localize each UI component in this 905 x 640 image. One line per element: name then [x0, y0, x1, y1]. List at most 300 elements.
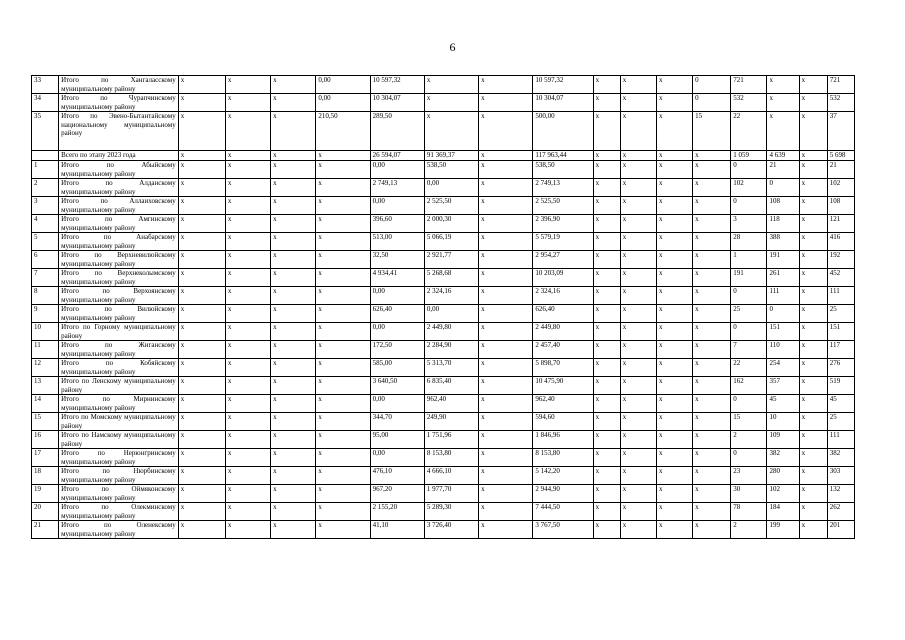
table-cell: х — [693, 179, 731, 197]
table-cell: х — [479, 287, 533, 305]
table-cell: х — [225, 521, 270, 539]
table-cell: 5 698 — [827, 151, 854, 161]
table-cell: х — [799, 395, 827, 413]
table-cell: 3 — [731, 215, 767, 233]
row-name-cell: Итого по Хангаласскому муниципальному району — [59, 76, 179, 94]
row-number-cell: 14 — [32, 395, 59, 413]
row-number-cell: 7 — [32, 269, 59, 287]
table-cell: х — [225, 151, 270, 161]
table-cell: х — [178, 359, 225, 377]
row-number-cell: 21 — [32, 521, 59, 539]
table-cell: 0,00 — [316, 76, 370, 94]
table-cell: х — [178, 323, 225, 341]
table-cell: 519 — [827, 377, 854, 395]
table-cell: х — [693, 269, 731, 287]
table-cell: х — [620, 323, 656, 341]
table-cell: х — [693, 449, 731, 467]
table-cell: х — [178, 179, 225, 197]
table-cell: х — [656, 323, 692, 341]
table-cell: х — [593, 233, 620, 251]
table-cell: х — [479, 413, 533, 431]
table-cell: х — [479, 431, 533, 449]
table-cell: х — [225, 161, 270, 179]
table-cell: х — [316, 395, 370, 413]
table-cell: 5 579,19 — [533, 233, 593, 251]
table-cell: х — [316, 467, 370, 485]
row-number-cell: 16 — [32, 431, 59, 449]
table-cell: х — [593, 521, 620, 539]
row-name-cell: Итого по Верхнеколымскому муниципальному району — [59, 269, 179, 287]
table-cell: 109 — [767, 431, 799, 449]
table-cell: х — [799, 467, 827, 485]
table-cell: 111 — [827, 287, 854, 305]
table-cell: 1 — [731, 251, 767, 269]
table-cell: х — [799, 94, 827, 112]
table-cell: х — [316, 413, 370, 431]
table-cell: 585,00 — [370, 359, 424, 377]
table-cell: х — [593, 161, 620, 179]
row-number-cell: 13 — [32, 377, 59, 395]
table-body — [32, 76, 855, 539]
row-number-cell: 18 — [32, 467, 59, 485]
table-cell: 0 — [767, 305, 799, 323]
table-cell: 962,40 — [533, 395, 593, 413]
table-cell: 8 153,80 — [533, 449, 593, 467]
data-table — [31, 75, 855, 539]
table-cell: х — [479, 503, 533, 521]
table-cell: 249,90 — [424, 413, 478, 431]
table-cell: х — [479, 94, 533, 112]
table-cell: 344,70 — [370, 413, 424, 431]
table-cell: 357 — [767, 377, 799, 395]
table-cell: х — [693, 215, 731, 233]
table-cell: х — [656, 305, 692, 323]
table-cell: х — [799, 521, 827, 539]
table-cell: х — [593, 449, 620, 467]
table-cell: х — [799, 151, 827, 161]
table-cell: 0,00 — [370, 395, 424, 413]
table-cell: х — [178, 449, 225, 467]
table-cell: х — [271, 233, 316, 251]
table-cell: х — [620, 431, 656, 449]
table-cell: х — [693, 467, 731, 485]
table-cell: х — [799, 269, 827, 287]
table-cell: 280 — [767, 467, 799, 485]
table-row — [32, 341, 855, 359]
table-cell: 0 — [693, 94, 731, 112]
table-cell: 21 — [827, 161, 854, 179]
table-cell: х — [479, 215, 533, 233]
row-number-cell: 12 — [32, 359, 59, 377]
table-row — [32, 503, 855, 521]
table-cell: 22 — [731, 112, 767, 151]
table-cell: 162 — [731, 377, 767, 395]
row-number-cell: 33 — [32, 76, 59, 94]
table-cell: х — [271, 269, 316, 287]
table-cell: х — [693, 151, 731, 161]
table-row — [32, 287, 855, 305]
table-cell: х — [271, 215, 316, 233]
table-cell: х — [479, 151, 533, 161]
table-cell: 382 — [767, 449, 799, 467]
table-cell: 172,50 — [370, 341, 424, 359]
table-cell: 2 944,90 — [533, 485, 593, 503]
table-cell: 0,00 — [370, 449, 424, 467]
table-cell: х — [225, 251, 270, 269]
table-cell: х — [656, 377, 692, 395]
table-cell: х — [620, 395, 656, 413]
table-cell: х — [479, 161, 533, 179]
row-number-cell: 1 — [32, 161, 59, 179]
table-cell: х — [178, 251, 225, 269]
table-cell: х — [225, 413, 270, 431]
table-cell: 262 — [827, 503, 854, 521]
table-cell: 2 525,50 — [533, 197, 593, 215]
table-cell: х — [620, 341, 656, 359]
row-number-cell: 19 — [32, 485, 59, 503]
table-cell: х — [593, 377, 620, 395]
table-cell: х — [178, 341, 225, 359]
table-cell: х — [799, 431, 827, 449]
row-name-cell: Итого по Верхоянскому муниципальному району — [59, 287, 179, 305]
table-cell: х — [620, 503, 656, 521]
table-cell: х — [479, 395, 533, 413]
table-cell: х — [225, 233, 270, 251]
table-cell: 5 268,68 — [424, 269, 478, 287]
table-cell: х — [316, 269, 370, 287]
table-cell: х — [693, 503, 731, 521]
table-cell: х — [593, 323, 620, 341]
table-cell: 184 — [767, 503, 799, 521]
table-cell: 0,00 — [370, 287, 424, 305]
table-cell: х — [225, 467, 270, 485]
table-cell: х — [271, 76, 316, 94]
table-cell: х — [178, 151, 225, 161]
row-name-cell: Итого по Верхневилюйскому муниципальному району — [59, 251, 179, 269]
table-cell: 37 — [827, 112, 854, 151]
row-name-cell: Итого по Амгинскому муниципальному району — [59, 215, 179, 233]
table-cell: 192 — [827, 251, 854, 269]
table-cell: х — [693, 251, 731, 269]
table-cell: 21 — [767, 161, 799, 179]
table-cell: 2 525,50 — [424, 197, 478, 215]
table-cell: х — [593, 395, 620, 413]
table-cell: х — [271, 179, 316, 197]
table-cell: х — [316, 161, 370, 179]
table-cell: х — [620, 151, 656, 161]
table-cell: х — [178, 521, 225, 539]
table-cell: х — [225, 76, 270, 94]
table-cell: х — [316, 197, 370, 215]
table-cell: х — [693, 377, 731, 395]
table-cell: х — [316, 233, 370, 251]
table-cell: 962,40 — [424, 395, 478, 413]
table-cell: х — [424, 76, 478, 94]
table-cell: х — [656, 431, 692, 449]
row-name-cell: Итого по Чурапчинскому муниципальному району — [59, 94, 179, 112]
table-cell: 6 835,40 — [424, 377, 478, 395]
table-cell: х — [178, 215, 225, 233]
row-name-cell: Итого по Жиганскому муниципальному району — [59, 341, 179, 359]
table-cell: 78 — [731, 503, 767, 521]
table-cell: х — [767, 94, 799, 112]
table-cell: 7 — [731, 341, 767, 359]
table-row — [32, 161, 855, 179]
table-cell: 28 — [731, 233, 767, 251]
table-cell: 0,00 — [370, 323, 424, 341]
table-cell: х — [593, 287, 620, 305]
table-cell: х — [479, 377, 533, 395]
table-cell: х — [620, 94, 656, 112]
table-cell: х — [479, 485, 533, 503]
table-cell: х — [620, 485, 656, 503]
table-cell: 10 304,07 — [370, 94, 424, 112]
table-row — [32, 233, 855, 251]
row-number-cell: 17 — [32, 449, 59, 467]
table-row — [32, 521, 855, 539]
table-cell: х — [799, 287, 827, 305]
table-cell: 538,50 — [424, 161, 478, 179]
row-name-cell: Всего по этапу 2023 года — [59, 151, 179, 161]
table-cell: 10 597,32 — [533, 76, 593, 94]
row-name-cell: Итого по Анабарскому муниципальному району — [59, 233, 179, 251]
table-cell: х — [178, 305, 225, 323]
row-name-cell: Итого по Вилюйскому муниципальному району — [59, 305, 179, 323]
table-cell: 2 284,90 — [424, 341, 478, 359]
row-number-cell: 34 — [32, 94, 59, 112]
table-cell: х — [178, 485, 225, 503]
table-cell: х — [593, 305, 620, 323]
table-cell: х — [479, 112, 533, 151]
table-cell: х — [799, 179, 827, 197]
table-cell: х — [479, 467, 533, 485]
table-cell: х — [178, 197, 225, 215]
table-cell: 15 — [731, 413, 767, 431]
table-cell: 303 — [827, 467, 854, 485]
table-row — [32, 485, 855, 503]
table-cell: х — [479, 233, 533, 251]
table-cell: х — [479, 197, 533, 215]
table-cell: х — [693, 305, 731, 323]
table-cell: 191 — [731, 269, 767, 287]
table-cell: х — [225, 395, 270, 413]
table-cell: 5 066,19 — [424, 233, 478, 251]
table-cell: 500,00 — [533, 112, 593, 151]
table-cell: х — [693, 341, 731, 359]
table-cell: х — [225, 341, 270, 359]
table-cell: х — [225, 94, 270, 112]
table-cell: 0,00 — [316, 94, 370, 112]
table-cell: х — [656, 449, 692, 467]
table-cell: х — [178, 269, 225, 287]
table-cell: х — [479, 305, 533, 323]
table-cell: 3 767,50 — [533, 521, 593, 539]
table-cell: х — [620, 251, 656, 269]
row-number-cell: 9 — [32, 305, 59, 323]
table-cell: х — [656, 359, 692, 377]
row-number-cell: 10 — [32, 323, 59, 341]
row-name-cell: Итого по Горному муниципальному району — [59, 323, 179, 341]
table-cell: 4 666,10 — [424, 467, 478, 485]
table-cell: х — [656, 287, 692, 305]
table-cell: х — [656, 467, 692, 485]
table-cell: 41,10 — [370, 521, 424, 539]
table-cell: х — [479, 323, 533, 341]
table-cell: 1 977,70 — [424, 485, 478, 503]
table-cell: 382 — [827, 449, 854, 467]
table-cell: х — [316, 323, 370, 341]
table-cell: х — [799, 377, 827, 395]
table-cell: х — [593, 269, 620, 287]
table-cell: 594,60 — [533, 413, 593, 431]
row-name-cell: Итого по Алданскому муниципальному району — [59, 179, 179, 197]
table-cell: 532 — [731, 94, 767, 112]
table-cell: х — [656, 215, 692, 233]
table-cell: 0 — [693, 76, 731, 94]
table-cell: х — [316, 359, 370, 377]
table-cell: 111 — [767, 287, 799, 305]
table-cell: 26 594,07 — [370, 151, 424, 161]
table-cell: х — [593, 413, 620, 431]
table-cell: х — [225, 323, 270, 341]
row-name-cell: Итого по Ленскому муниципальному району — [59, 377, 179, 395]
table-cell: 396,60 — [370, 215, 424, 233]
table-cell: 4 934,41 — [370, 269, 424, 287]
row-number-cell: 11 — [32, 341, 59, 359]
table-cell: х — [656, 179, 692, 197]
table-cell: х — [799, 112, 827, 151]
table-cell: х — [767, 112, 799, 151]
table-cell: 2 155,20 — [370, 503, 424, 521]
table-row — [32, 215, 855, 233]
row-name-cell: Итого по Олекминскому муниципальному району — [59, 503, 179, 521]
table-cell: 2 921,77 — [424, 251, 478, 269]
table-cell: х — [799, 485, 827, 503]
table-cell: х — [656, 395, 692, 413]
table-cell: х — [693, 287, 731, 305]
row-number-cell: 4 — [32, 215, 59, 233]
table-row — [32, 431, 855, 449]
table-cell: х — [620, 76, 656, 94]
table-cell: х — [767, 76, 799, 94]
table-cell: х — [178, 76, 225, 94]
table-cell: 721 — [731, 76, 767, 94]
table-cell: х — [225, 431, 270, 449]
table-cell: х — [656, 94, 692, 112]
row-number-cell: 20 — [32, 503, 59, 521]
table-cell: х — [178, 395, 225, 413]
table-cell: 2 000,30 — [424, 215, 478, 233]
table-cell: х — [225, 485, 270, 503]
table-cell: х — [225, 215, 270, 233]
table-cell: х — [593, 359, 620, 377]
table-cell: 5 898,70 — [533, 359, 593, 377]
table-cell: х — [593, 503, 620, 521]
table-cell: х — [593, 485, 620, 503]
table-cell: 5 142,20 — [533, 467, 593, 485]
table-cell: х — [620, 413, 656, 431]
table-cell: х — [271, 151, 316, 161]
table-cell: 91 369,37 — [424, 151, 478, 161]
table-row — [32, 449, 855, 467]
table-cell: 10 597,32 — [370, 76, 424, 94]
table-cell: 538,50 — [533, 161, 593, 179]
table-cell: х — [799, 449, 827, 467]
table-cell: х — [799, 503, 827, 521]
table-cell: 210,50 — [316, 112, 370, 151]
table-cell: х — [799, 251, 827, 269]
table-cell: 1 751,96 — [424, 431, 478, 449]
table-cell: 2 749,13 — [533, 179, 593, 197]
table-cell: х — [656, 197, 692, 215]
table-row — [32, 377, 855, 395]
table-cell: 254 — [767, 359, 799, 377]
table-cell: 117 — [827, 341, 854, 359]
table-cell: 10 203,09 — [533, 269, 593, 287]
table-cell: х — [656, 485, 692, 503]
table-cell: х — [479, 359, 533, 377]
table-cell: 199 — [767, 521, 799, 539]
table-cell: 2 — [731, 521, 767, 539]
table-cell: х — [593, 179, 620, 197]
table-cell: х — [316, 215, 370, 233]
table-cell: х — [316, 521, 370, 539]
row-name-cell: Итого по Оймяконскому муниципальному району — [59, 485, 179, 503]
table-cell: х — [271, 521, 316, 539]
table-cell: 0 — [731, 287, 767, 305]
table-row — [32, 251, 855, 269]
table-cell: х — [178, 377, 225, 395]
table-row — [32, 323, 855, 341]
table-cell: х — [693, 413, 731, 431]
row-name-cell: Итого по Намскому муниципальному району — [59, 431, 179, 449]
table-cell: х — [178, 503, 225, 521]
table-cell: 121 — [827, 215, 854, 233]
table-cell: 452 — [827, 269, 854, 287]
table-cell: 416 — [827, 233, 854, 251]
table-cell: х — [479, 251, 533, 269]
table-cell: 3 640,50 — [370, 377, 424, 395]
table-cell: 5 313,70 — [424, 359, 478, 377]
row-number-cell: 3 — [32, 197, 59, 215]
table-cell: х — [620, 377, 656, 395]
table-cell: х — [271, 323, 316, 341]
table-cell: х — [620, 161, 656, 179]
table-cell: х — [316, 251, 370, 269]
table-row — [32, 151, 855, 161]
table-row — [32, 305, 855, 323]
table-cell: х — [693, 323, 731, 341]
table-cell: х — [593, 112, 620, 151]
table-cell: х — [316, 179, 370, 197]
table-cell: х — [316, 377, 370, 395]
table-cell: х — [178, 161, 225, 179]
table-cell: х — [656, 233, 692, 251]
table-cell: 117 963,44 — [533, 151, 593, 161]
table-cell: х — [620, 269, 656, 287]
table-cell: 45 — [767, 395, 799, 413]
table-cell: х — [656, 151, 692, 161]
table-cell: 532 — [827, 94, 854, 112]
table-cell: х — [225, 269, 270, 287]
table-cell: х — [225, 287, 270, 305]
table-row — [32, 395, 855, 413]
table-cell: 25 — [827, 305, 854, 323]
table-cell: х — [593, 151, 620, 161]
table-cell: 0,00 — [370, 197, 424, 215]
table-cell: х — [693, 161, 731, 179]
table-cell: 25 — [827, 413, 854, 431]
